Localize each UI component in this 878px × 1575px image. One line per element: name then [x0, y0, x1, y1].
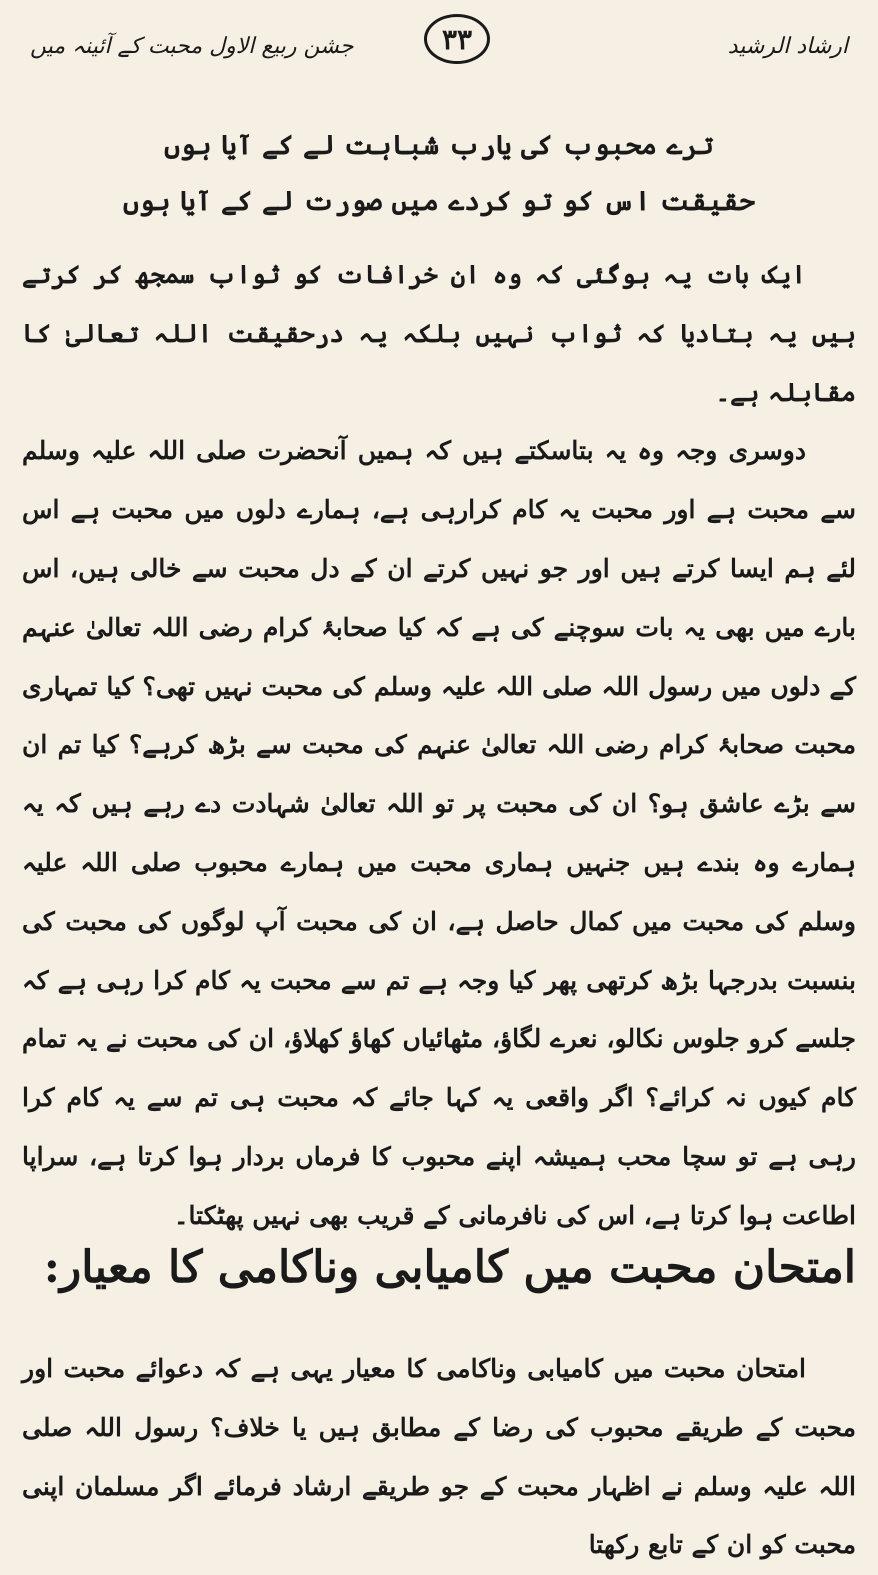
- verse-line-2: حقیقت اس کو تو کردے میں صورت لے کے آیا ہوں: [123, 186, 755, 217]
- page-header: [22, 14, 856, 74]
- chapter-title: جشن ربیع الاول محبت کے آئینہ میں: [30, 34, 354, 59]
- page-number: ۳۳: [424, 14, 490, 64]
- section-body: [22, 1340, 856, 1575]
- book-title: ارشاد الرشید: [727, 34, 848, 59]
- paragraph-2: دوسری وجہ وہ یہ بتاسکتے ہیں کہ ہمیں آنحضرت صلی اللہ علیہ وسلم سے محبت ہے اور محبت یہ کام کرارہی ہے، ہمارے دلوں میں محبت ہے اس لئے ہم ایسا کرتے ہیں اور جو نہیں کرتے ان کے دل محبت سے خالی ہیں، اس بارے میں بھی یہ بات سوچنے کی ہے کہ کیا صحابۂ کرام رضی اللہ تعالیٰ عنہم کے دلوں میں رسول اللہ صلی اللہ علیہ وسلم کی محبت نہیں تھی؟ کیا تمہاری محبت صحابۂ کرام رضی اللہ تعالیٰ عنہم کی محبت سے بڑھ کرہے؟ کیا تم ان سے بڑے عاشق ہو؟ ان کی محبت پر تو اللہ تعالیٰ شہادت دے رہے ہیں کہ یہ ہمارے وہ بندے ہیں جنہیں ہماری محبت میں ہمارے محبوب صلی اللہ علیہ وسلم کی محبت میں کمال حاصل ہے، ان کی محبت آپ لوگوں کی محبت کی بنسبت بدرجہا بڑھ کرتھی پھر کیا وجہ ہے تم سے محبت یہ کام کرا رہی ہے کہ جلسے کرو جلوس نکالو، نعرے لگاؤ، مٹھائیاں کھاؤ کھلاؤ، ان کی محبت نے یہ تمام کام کیوں نہ کرائے؟ اگر واقعی یہ کہا جائے کہ محبت ہی تم سے یہ کام کرا رہی ہے تو سچا محب ہمیشہ اپنے محبوب کا فرماں بردار ہوا کرتا ہے، سراپا اطاعت ہوا کرتا ہے، اس کی نافرمانی کے قریب بھی نہیں پھٹکتا۔: [22, 436, 856, 1230]
- section-heading: امتحان محبت میں کامیابی وناکامی کا معیار:: [43, 1242, 856, 1293]
- poetry-verse: [0, 118, 878, 230]
- verse-line-1: ترے محبوب کی یارب شباہت لے کے آیا ہوں: [164, 130, 714, 161]
- body-text: [22, 246, 856, 1246]
- section-paragraph: امتحان محبت میں کامیابی وناکامی کا معیار یہی ہے کہ دعوائے محبت اور محبت کے طریقے محبوب کی رضا کے مطابق ہیں یا خلاف؟ رسول اللہ صلی اللہ علیہ وسلم نے اظہار محبت کے جو طریقے ارشاد فرمائے اگر مسلمان اپنی محبت کو ان کے تابع رکھتا: [22, 1354, 856, 1560]
- paragraph-1: ایک بات یہ ہوگئی کہ وہ ان خرافات کو ثواب سمجھ کر کرتے ہیں یہ بتادیا کہ ثواب نہیں بلکہ یہ درحقیقت اللہ تعالیٰ کا مقابلہ ہے۔: [22, 260, 856, 407]
